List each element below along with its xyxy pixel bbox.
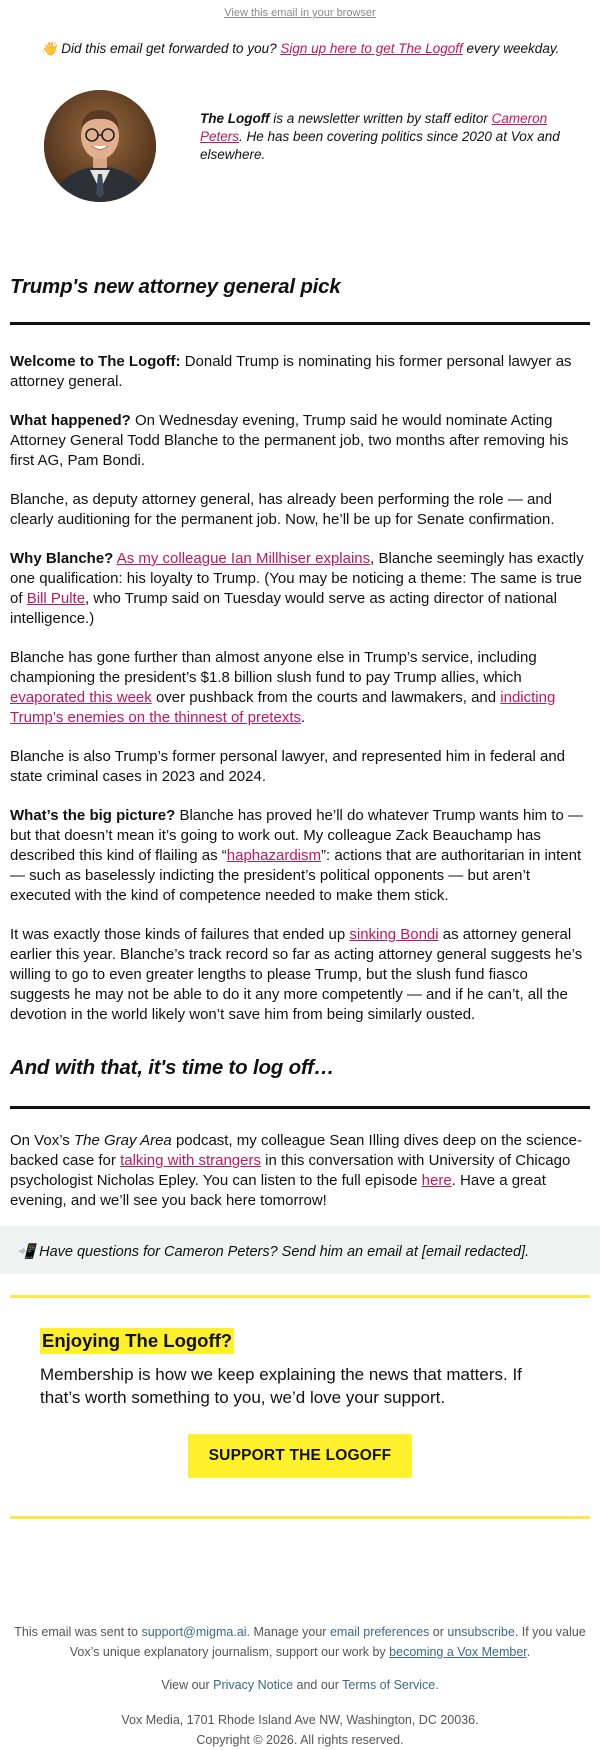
avatar [44, 90, 156, 202]
forward-text: Did this email get forwarded to you? [61, 41, 277, 56]
support-title: Enjoying The Logoff? [40, 1328, 234, 1354]
author-link[interactable]: Cameron Peters [200, 111, 548, 144]
support-button[interactable]: SUPPORT THE LOGOFF [188, 1434, 412, 1478]
forward-banner [0, 41, 600, 63]
welcome-label: Welcome to The Logoff: [10, 353, 181, 370]
footer-email-link[interactable]: support@migma.ai [141, 1625, 247, 1639]
wave-icon: 👋 [40, 41, 58, 56]
slush-text-3: . [300, 709, 306, 726]
footer-sent [12, 1622, 588, 1662]
view-in-browser-link[interactable]: View this email in your browser [224, 7, 376, 19]
footer-copyright: Copyright © 2026. All rights reserved. [196, 1733, 404, 1747]
bondi-text-1: It was exactly those kinds of failures that ended up [10, 926, 346, 943]
email-preferences-link[interactable]: email preferences [329, 1625, 430, 1639]
signup-link[interactable]: Sign up here to get The Logoff [280, 41, 463, 56]
terms-of-service-link[interactable]: Terms of Service [342, 1678, 436, 1692]
phone-icon: 📲 [17, 1244, 36, 1260]
newsletter-name: The Logoff [200, 111, 270, 126]
questions-banner [0, 1226, 600, 1274]
divider [10, 322, 590, 325]
divider [10, 1106, 590, 1109]
why-blanche-label: Why Blanche? [10, 550, 114, 567]
slush-text-2: over pushback from the courts and lawmakers, and [155, 689, 497, 706]
author-bio [200, 110, 570, 164]
strangers-link[interactable]: talking with strangers [120, 1152, 261, 1169]
logoff-text-4: . Have a great evening, and we’ll see you back here tomorrow! [10, 1172, 546, 1209]
pulte-link[interactable]: Bill Pulte [26, 590, 86, 607]
footer-text: . Manage your [246, 1625, 327, 1639]
what-happened-text: On Wednesday evening, Trump said he would nominate Acting Attorney General Todd Blanche to the permanent job, two months after removing his first AG, Pam Bondi. [10, 412, 569, 469]
paragraph-welcome [10, 352, 590, 392]
paragraph-sinking-bondi [10, 925, 590, 1025]
footer-policies [12, 1675, 588, 1695]
welcome-text: Donald Trump is nominating his former personal lawyer as attorney general. [10, 353, 572, 390]
footer-text: . [435, 1678, 439, 1692]
paragraph-deputy: Blanche, as deputy attorney general, has already been performing the role — and clearly auditioning for the permanent job. Now, he’ll be up for Senate confirmation. [10, 491, 555, 528]
podcast-name: The Gray Area [73, 1132, 172, 1149]
footer-text: . [526, 1645, 531, 1659]
bio-text-end: . He has been covering politics since 2020 at Vox and elsewhere. [200, 129, 560, 162]
article [0, 275, 600, 1211]
paragraph-what-happened [10, 411, 590, 471]
privacy-notice-link[interactable]: Privacy Notice [213, 1678, 294, 1692]
bondi-text-2: as attorney general earlier this year. Blanche’s track record so far as acting attorney general suggests he’s willing to go to even greater lengths to please Trump, but the slush fund fiasco suggests he may not be able to do it any more competently — and if he can’t, all the devotion in the world likely won’t save him from being similarly ousted. [10, 926, 583, 1023]
what-happened-label: What happened? [10, 412, 131, 429]
paragraph-why-blanche [10, 549, 590, 629]
support-body: Membership is how we keep explaining the news that matters. If that’s worth something to you, we’d love your support. [40, 1365, 522, 1407]
why-text-1: , Blanche seemingly has exactly one qualification: his loyalty to Trump. (You may be noticing a theme: The same is true of [10, 550, 584, 607]
footer-text: View our [161, 1678, 210, 1692]
why-text-2: , who Trump said on Tuesday would serve as acting director of national intelligence.) [10, 590, 557, 627]
support-section [0, 1295, 600, 1519]
millhiser-link[interactable]: As my colleague Ian Millhiser explains [116, 550, 371, 567]
footer-text: or [432, 1625, 444, 1639]
footer [0, 1622, 600, 1750]
author-photo-icon [44, 90, 156, 202]
bio-text: is a newsletter written by staff editor [273, 111, 488, 126]
vox-member-link[interactable]: becoming a Vox Member [389, 1645, 527, 1659]
indicting-link[interactable]: indicting Trump’s enemies on the thinnest of pretexts [10, 689, 556, 726]
footer-text: This email was sent to [14, 1625, 138, 1639]
logoff-headline: And with that, it's time to log off… [10, 1056, 335, 1079]
paragraph-personal-lawyer: Blanche is also Trump’s former personal lawyer, and represented him in federal and state criminal cases in 2023 and 2024. [10, 748, 566, 785]
support-box [10, 1298, 590, 1516]
author-block [0, 90, 600, 240]
episode-link[interactable]: here [421, 1172, 452, 1189]
evaporated-link[interactable]: evaporated this week [10, 689, 152, 706]
big-picture-text-2: ”: actions that are authoritarian in intent — such as baselessly indicting the president’s political opponents — but aren’t executed with the kind of competence needed to make them stick. [10, 847, 582, 904]
slush-text-1: Blanche has gone further than almost anyone else in Trump’s service, including championing the president’s $1.8 billion slush fund to pay Trump allies, which [10, 649, 537, 686]
footer-address: Vox Media, 1701 Rhode Island Ave NW, Washington, DC 20036. [121, 1713, 479, 1727]
article-headline: Trump's new attorney general pick [10, 275, 341, 298]
paragraph-big-picture [10, 806, 590, 906]
logoff-text-1: On Vox’s [10, 1132, 70, 1149]
unsubscribe-link[interactable]: unsubscribe [447, 1625, 515, 1639]
logoff-text-2: podcast, my colleague Sean Illing dives deep on the science-backed case for [10, 1132, 583, 1169]
sinking-bondi-link[interactable]: sinking Bondi [349, 926, 439, 943]
big-picture-text-1: Blanche has proved he’ll do whatever Trump wants him to — but that doesn’t mean it’s going to work out. My colleague Zack Beauchamp has described this kind of flailing as “ [10, 807, 583, 864]
footer-text: and our [296, 1678, 339, 1692]
logoff-text-3: in this conversation with University of Chicago psychologist Nicholas Epley. You can listen to the full episode [10, 1152, 571, 1189]
footer-text: . If you value Vox’s unique explanatory journalism, support our work by [69, 1625, 586, 1659]
questions-text: Have questions for Cameron Peters? Send him an email at [email redacted]. [39, 1244, 530, 1260]
paragraph-slush-fund [10, 648, 590, 728]
forward-text-end: every weekday. [466, 41, 560, 56]
haphazardism-link[interactable]: haphazardism [226, 847, 321, 864]
big-picture-label: What’s the big picture? [10, 807, 176, 824]
paragraph-logoff [10, 1131, 590, 1211]
yellow-divider [10, 1516, 590, 1519]
